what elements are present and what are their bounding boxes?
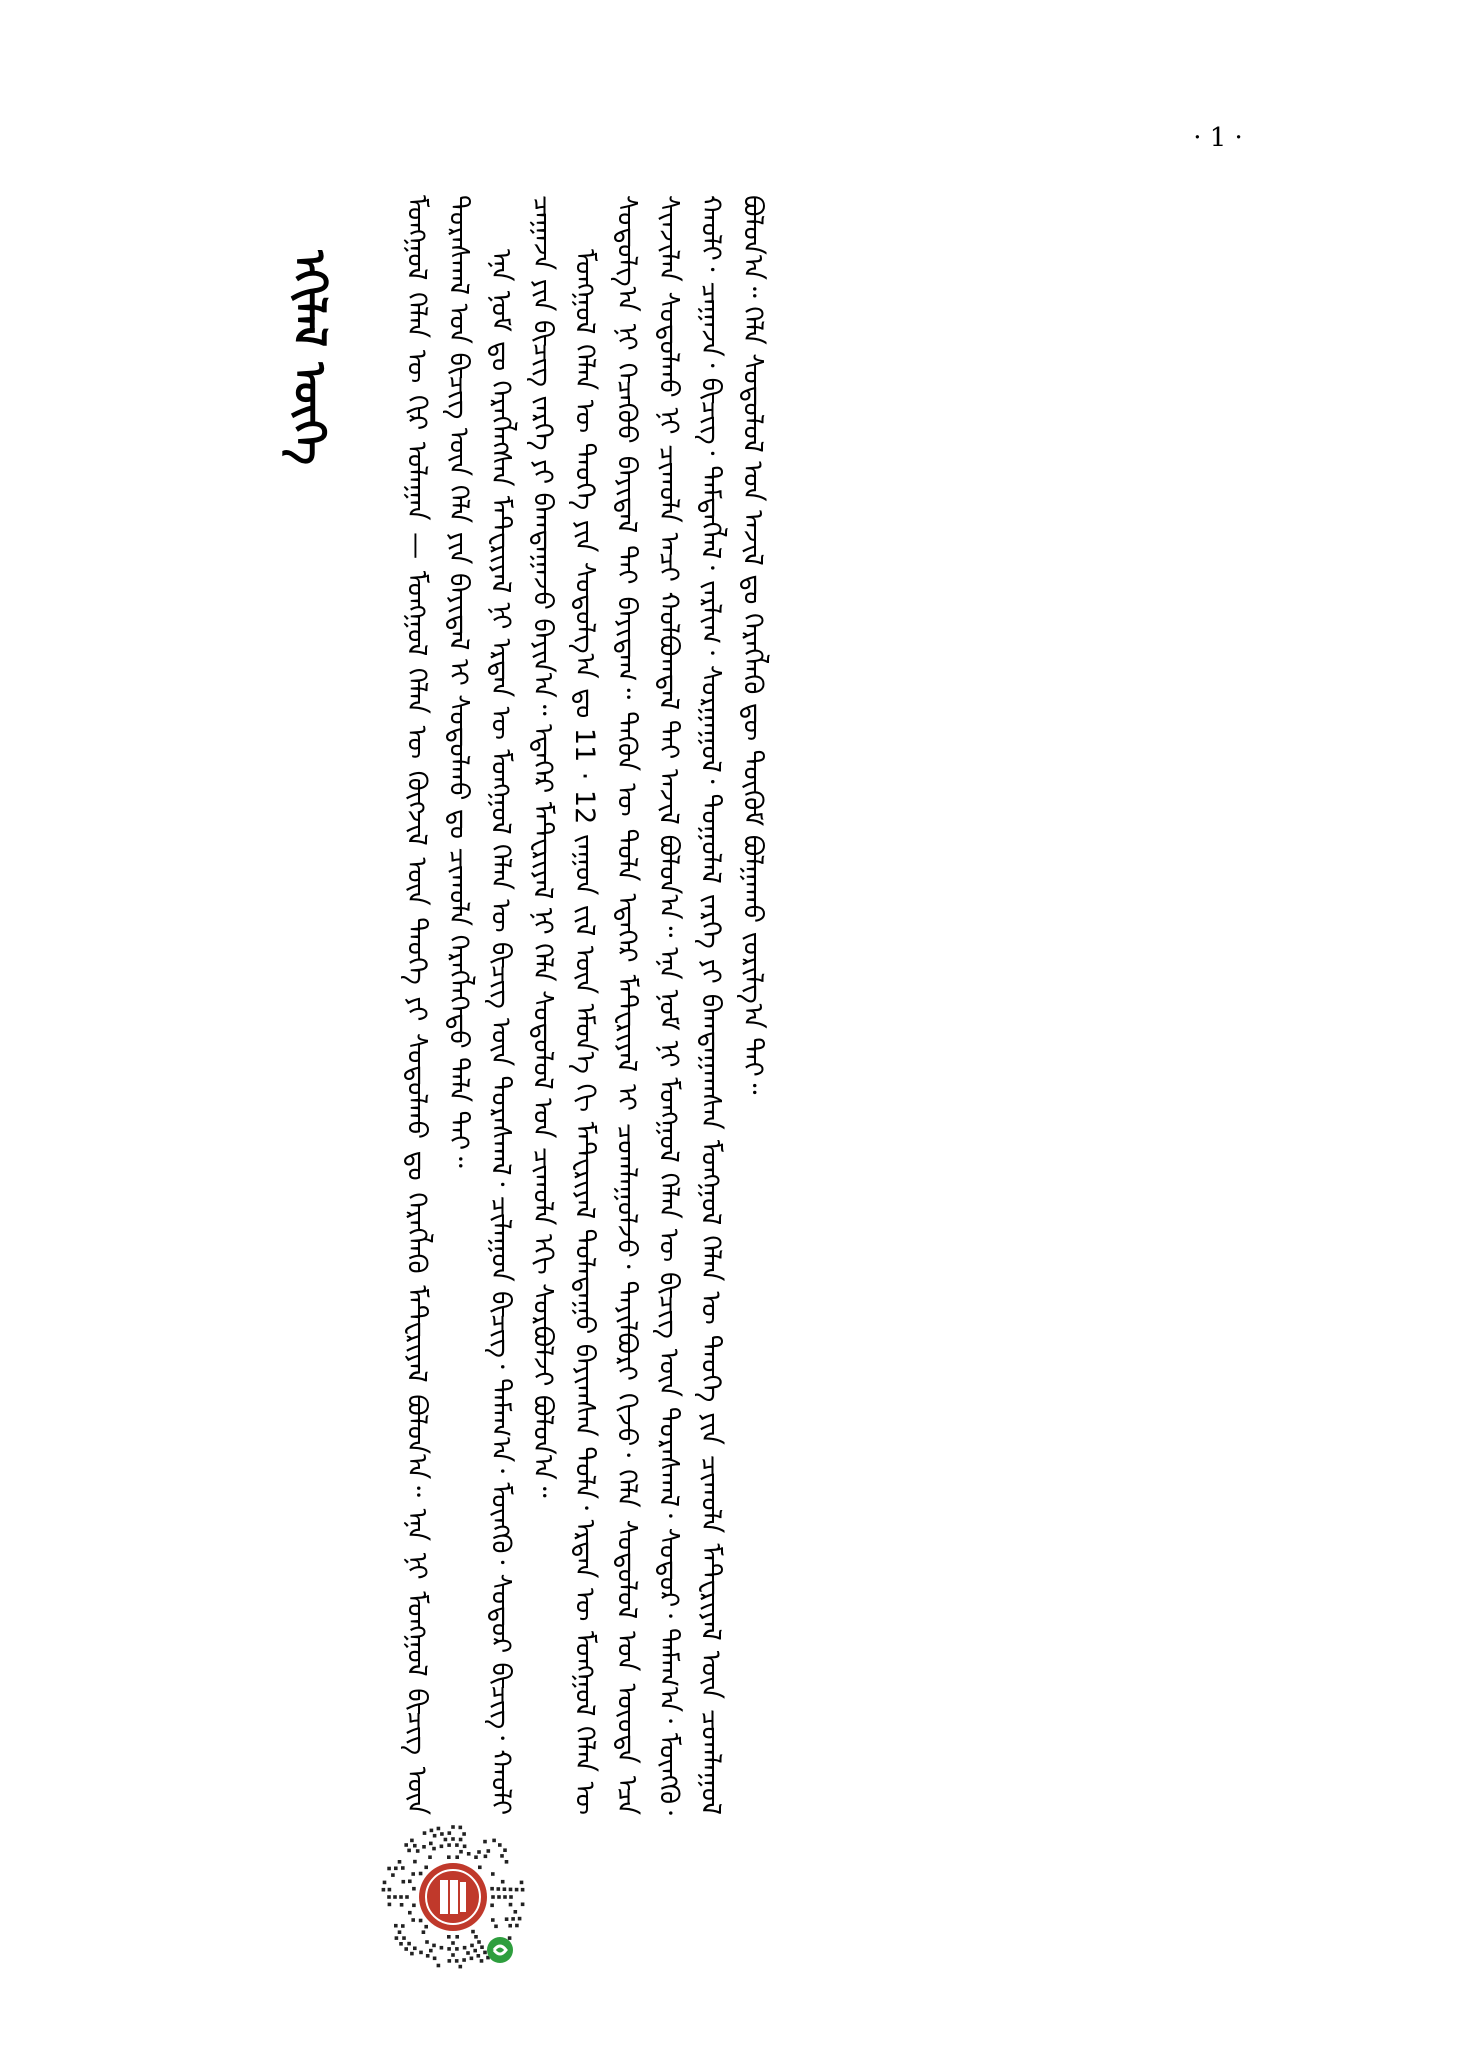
paragraph-1: ᠮᠣᠩᠭᠣᠯ ᠬᠡᠯᠡᠨ ᠦ ᠬᠢᠷ ᠤᠯᠠᠭᠠᠨ — ᠮᠣᠩᠭᠣᠯ ᠬᠡᠯᠡᠨ ᠦ ᠬᠥᠭᠵᠢᠯ ᠦᠨ ᠲᠡᠦᠬᠡ ᠶᠢ ᠰᠤᠳᠤᠯᠬᠤ ᠳᠤ ᠬᠡᠷᠡᠭᠯᠡᠬᠦ ᠮᠠᠲ᠋ᠧᠷᠢᠶᠠᠯ ᠪᠣᠯᠤᠨ᠎ᠠ᠃ ᠡᠨᠡ ᠨᠢ ᠮᠣᠩᠭᠣᠯ ᠪᠢᠴᠢᠭ ᠦᠨ ᠳᠤᠷᠠᠰᠬᠠᠯ ᠤᠨ ᠪᠢᠴᠢᠭ ᠦᠨ ᠬᠡᠯᠡ ᠶᠢᠨ ᠪᠠᠶᠢᠳᠠᠯ ᠢ ᠰᠤᠳᠤᠯᠬᠤ ᠳᠤ ᠴᠢᠬᠤᠯᠠ ᠬᠡᠷᠡᠭᠯᠡᠭᠡᠲᠦ ᠲᠠᠯᠠ ᠲᠠᠢ᠃ — [401, 195, 474, 1815]
body-text — [395, 195, 1275, 1815]
page-number: · 1 · — [1193, 123, 1243, 153]
qr-code-book-logo-icon — [378, 1822, 528, 1972]
chapter-title: ᠡᠬᠢᠯᠡᠯ ᠦᠭᠡ — [283, 250, 335, 465]
paragraph-3: ᠮᠣᠩᠭᠣᠯ ᠬᠡᠯᠡᠨ ᠦ ᠲᠡᠦᠬᠡ ᠶᠢᠨ ᠰᠤᠳᠤᠯᠭ᠎ᠠ ᠳᠤ 11 · 12 ᠵᠠᠭᠤᠨ ᠵᠢᠯ ᠦᠨ ᠡᠮᠦᠨ᠎ᠡ ᠬᠢ ᠮᠠᠲ᠋ᠧᠷᠢᠶᠠᠯ ᠲᠤᠯᠠᠳᠠᠭᠤ ᠪᠠᠶᠢᠭᠰᠠᠨ ᠲᠤᠯᠠ᠂ ᠡᠷᠲᠡᠨ ᠦ ᠮᠣᠩᠭᠣᠯ ᠬᠡᠯᠡᠨ ᠦ ᠰᠤᠳᠤᠯᠭ᠎ᠠ ᠨᠢ ᠬᠡᠴᠡᠭᠦᠦ ᠪᠠᠶᠢᠳᠠᠯ ᠲᠠᠢ ᠪᠠᠶᠢᠳᠠᠭ᠃ ᠲᠡᠭᠦᠨ ᠦ ᠲᠤᠯᠠ ᠡᠳᠡᠭᠡᠷ ᠮᠠᠲ᠋ᠧᠷᠢᠶᠠᠯ ᠢ ᠴᠤᠭᠯᠠᠭᠤᠯᠵᠤ᠂ ᠲᠠᠶᠢᠯᠪᠤᠷᠢ ᠬᠢᠵᠦ᠂ ᠬᠡᠯᠡ ᠰᠤᠳᠤᠯᠤᠯ ᠤᠨ ᠦᠦᠳᠡ ᠡᠴᠡ ᠰᠢᠨᠵᠢᠯᠡᠨ ᠰᠤᠳᠤᠯᠬᠤ ᠨᠢ ᠴᠢᠬᠤᠯᠠ ᠠᠴᠢ ᠬᠣᠯᠪᠣᠭᠳᠠᠯ ᠲᠠᠢ ᠠᠵᠢᠯ ᠪᠣᠯᠤᠨ᠎ᠠ᠃ ᠡᠨᠡ ᠨᠣᠮ ᠨᠢ ᠮᠣᠩᠭᠣᠯ ᠬᠡᠯᠡᠨ ᠦ ᠪᠢᠴᠢᠭ ᠦᠨ ᠳᠤᠷᠠᠰᠬᠠᠯ᠂ ᠰᠤᠳᠤᠷ᠂ ᠲᠠᠮᠠᠭ᠎ᠠ᠂ ᠮᠥᠩᠭᠥ᠂ ᠬᠠᠤᠯᠢ᠂ ᠴᠠᠭᠠᠵᠠ᠂ ᠪᠢᠴᠢᠭ᠂ ᠲᠡᠮᠳᠡᠭᠯᠡᠯ᠂ ᠵᠠᠷᠯᠢᠭ᠂ ᠰᠤᠷᠭᠠᠭᠤᠯ᠂ ᠳᠤᠭᠤᠯᠠᠯ ᠵᠡᠷᠭᠡ ᠶᠢ ᠪᠠᠭᠲᠠᠭᠠᠭᠰᠠᠨ ᠮᠣᠩᠭᠣᠯ ᠬᠡᠯᠡᠨ ᠦ ᠲᠡᠦᠬᠡ ᠶᠢᠨ ᠴᠢᠬᠤᠯᠠ ᠮᠠᠲ᠋ᠧᠷᠢᠶᠠᠯ ᠦᠨ ᠴᠤᠭᠯᠠᠭᠤᠯ ᠪᠣᠯᠤᠨ᠎ᠠ᠃ ᠬᠡᠯᠡ ᠰᠤᠳᠤᠯᠤᠯ ᠤᠨ ᠠᠵᠢᠯ ᠳᠤ ᠬᠡᠷᠡᠭᠯᠡᠬᠦ ᠳᠦ ᠳᠥᠭᠥᠮ ᠪᠣᠯᠭᠠᠬᠤ ᠵᠣᠷᠢᠯᠭ᠎ᠠ ᠲᠠᠢ᠃ — [569, 195, 768, 1815]
paragraph-2: ᠡᠨᠡ ᠨᠣᠮ ᠳᠤ ᠬᠡᠷᠡᠭᠯᠡᠭᠰᠡᠨ ᠮᠠᠲ᠋ᠧᠷᠢᠶᠠᠯ ᠨᠢ ᠡᠷᠲᠡᠨ ᠦ ᠮᠣᠩᠭᠣᠯ ᠬᠡᠯᠡᠨ ᠦ ᠪᠢᠴᠢᠭ ᠦᠨ ᠳᠤᠷᠠᠰᠬᠠᠯ᠂ ᠴᠢᠯᠠᠭᠤᠨ ᠪᠢᠴᠢᠭ᠂ ᠲᠠᠮᠠᠭ᠎ᠠ᠂ ᠮᠥᠩᠭᠥ᠂ ᠰᠤᠳᠤᠷ ᠪᠢᠴᠢᠭ᠂ ᠬᠠᠤᠯᠢ ᠴᠠᠭᠠᠵᠠ ᠶᠢᠨ ᠪᠢᠴᠢᠭ ᠵᠡᠷᠭᠡ ᠶᠢ ᠪᠠᠭᠲᠠᠭᠠᠵᠤ ᠪᠠᠶᠢᠨ᠎ᠠ᠃ ᠡᠳᠡᠭᠡᠷ ᠮᠠᠲ᠋ᠧᠷᠢᠶᠠᠯ ᠨᠢ ᠬᠡᠯᠡ ᠰᠤᠳᠤᠯᠤᠯ ᠤᠨ ᠴᠢᠬᠤᠯᠠ ᠡᠬᠢ ᠰᠤᠷᠪᠤᠯᠵᠢ ᠪᠣᠯᠤᠨ᠎ᠠ᠃ — [485, 195, 558, 1815]
